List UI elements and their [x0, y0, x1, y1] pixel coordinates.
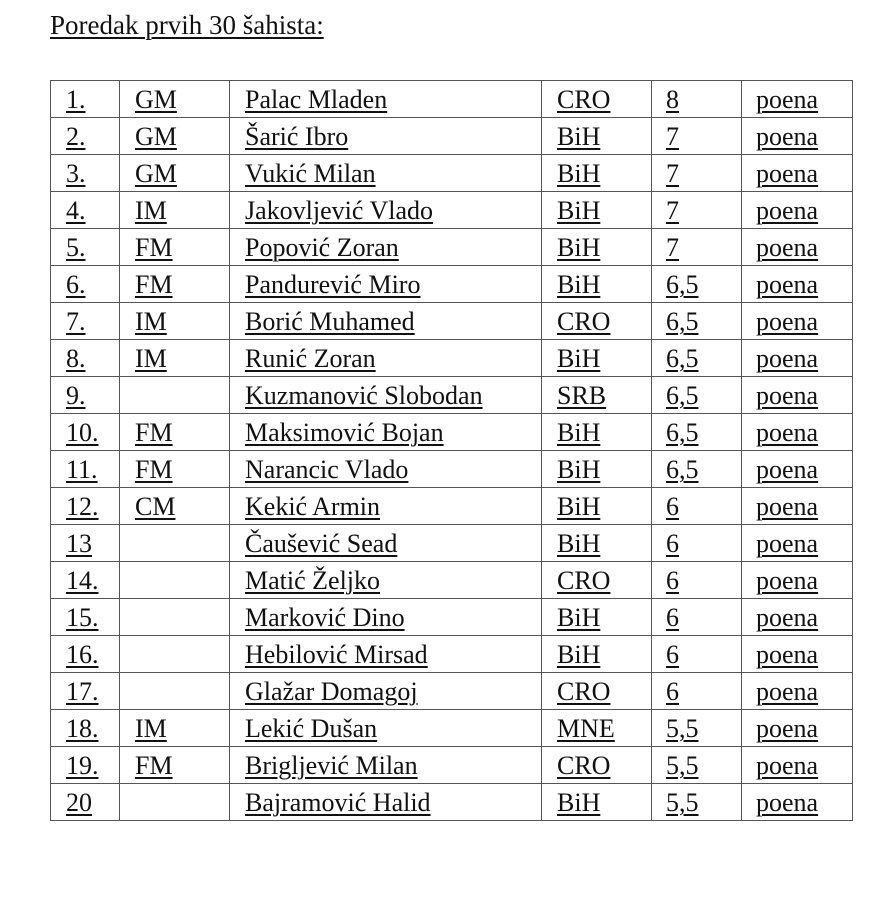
unit-cell: [742, 229, 853, 266]
unit-cell: [742, 525, 853, 562]
table-row: [51, 229, 853, 266]
table-row: [51, 266, 853, 303]
player-name-text: Popović Zoran: [245, 233, 399, 262]
player-name-text: Marković Dino: [245, 603, 405, 632]
unit-cell: [742, 266, 853, 303]
player-name-cell: [230, 673, 542, 710]
unit-cell: [742, 118, 853, 155]
score-text: 6: [666, 677, 679, 706]
chess-title-text: IM: [135, 307, 167, 336]
score-cell: [652, 784, 742, 821]
chess-title-cell: [120, 340, 230, 377]
unit-text: poena: [756, 751, 819, 780]
score-cell: [652, 451, 742, 488]
unit-cell: [742, 747, 853, 784]
unit-text: poena: [756, 455, 819, 484]
player-name-text: Matić Željko: [245, 566, 381, 595]
player-name-text: Maksimović Bojan: [245, 418, 444, 447]
player-name-cell: [230, 451, 542, 488]
player-name-cell: [230, 192, 542, 229]
score-text: 7: [666, 196, 679, 225]
player-name-text: Borić Muhamed: [245, 307, 415, 336]
rank-text: 14.: [66, 566, 99, 595]
federation-text: CRO: [557, 751, 611, 780]
rank-cell: [51, 525, 120, 562]
rank-cell: [51, 377, 120, 414]
score-cell: [652, 673, 742, 710]
rank-text: 15.: [66, 603, 99, 632]
chess-title-cell: [120, 747, 230, 784]
federation-cell: [542, 451, 652, 488]
player-name-text: Narancic Vlado: [245, 455, 409, 484]
rank-text: 17.: [66, 677, 99, 706]
chess-title-cell: [120, 118, 230, 155]
rank-text: 4.: [66, 196, 86, 225]
chess-title-cell: [120, 414, 230, 451]
chess-title-text: FM: [135, 233, 173, 262]
unit-text: poena: [756, 714, 819, 743]
unit-text: poena: [756, 788, 819, 817]
score-cell: [652, 340, 742, 377]
score-cell: [652, 414, 742, 451]
chess-title-text: FM: [135, 455, 173, 484]
player-name-text: Palac Mladen: [245, 85, 388, 114]
score-text: 5,5: [666, 788, 699, 817]
rank-cell: [51, 710, 120, 747]
score-text: 6: [666, 603, 679, 632]
chess-title-cell: [120, 562, 230, 599]
player-name-cell: [230, 155, 542, 192]
player-name-text: Lekić Dušan: [245, 714, 378, 743]
player-name-cell: [230, 340, 542, 377]
score-text: 8: [666, 85, 679, 114]
unit-cell: [742, 599, 853, 636]
unit-text: poena: [756, 233, 819, 262]
chess-title-text: FM: [135, 418, 173, 447]
rank-text: 6.: [66, 270, 86, 299]
player-name-text: Hebilović Mirsad: [245, 640, 428, 669]
unit-text: poena: [756, 159, 819, 188]
federation-text: CRO: [557, 85, 611, 114]
federation-cell: [542, 414, 652, 451]
rank-cell: [51, 303, 120, 340]
unit-text: poena: [756, 640, 819, 669]
player-name-cell: [230, 229, 542, 266]
federation-text: BiH: [557, 529, 601, 558]
federation-cell: [542, 229, 652, 266]
rank-text: 2.: [66, 122, 86, 151]
standings-body: [51, 81, 853, 821]
rank-text: 11.: [66, 455, 98, 484]
rank-cell: [51, 414, 120, 451]
federation-text: BiH: [557, 603, 601, 632]
player-name-cell: [230, 599, 542, 636]
unit-cell: [742, 155, 853, 192]
score-text: 7: [666, 122, 679, 151]
table-row: [51, 525, 853, 562]
federation-cell: [542, 747, 652, 784]
player-name-cell: [230, 784, 542, 821]
score-cell: [652, 377, 742, 414]
document-title: Poredak prvih 30 šahista:: [50, 10, 324, 40]
score-text: 6,5: [666, 381, 699, 410]
chess-title-cell: [120, 673, 230, 710]
rank-cell: [51, 81, 120, 118]
player-name-text: Šarić Ibro: [245, 122, 349, 151]
player-name-cell: [230, 414, 542, 451]
federation-text: CRO: [557, 566, 611, 595]
unit-text: poena: [756, 418, 819, 447]
score-text: 5,5: [666, 751, 699, 780]
rank-cell: [51, 340, 120, 377]
chess-title-cell: [120, 488, 230, 525]
federation-cell: [542, 525, 652, 562]
rank-cell: [51, 266, 120, 303]
standings-table: [50, 80, 853, 821]
player-name-cell: [230, 266, 542, 303]
chess-title-cell: [120, 525, 230, 562]
chess-title-text: CM: [135, 492, 176, 521]
federation-cell: [542, 155, 652, 192]
chess-title-text: GM: [135, 122, 177, 151]
federation-text: BiH: [557, 455, 601, 484]
score-text: 7: [666, 159, 679, 188]
unit-text: poena: [756, 270, 819, 299]
rank-text: 7.: [66, 307, 86, 336]
score-cell: [652, 266, 742, 303]
unit-text: poena: [756, 603, 819, 632]
score-text: 6,5: [666, 270, 699, 299]
federation-cell: [542, 488, 652, 525]
table-row: [51, 599, 853, 636]
rank-cell: [51, 562, 120, 599]
unit-cell: [742, 303, 853, 340]
federation-cell: [542, 340, 652, 377]
federation-text: CRO: [557, 307, 611, 336]
chess-title-cell: [120, 192, 230, 229]
rank-cell: [51, 636, 120, 673]
unit-cell: [742, 562, 853, 599]
score-text: 6,5: [666, 455, 699, 484]
rank-cell: [51, 488, 120, 525]
player-name-text: Vukić Milan: [245, 159, 376, 188]
table-row: [51, 784, 853, 821]
federation-cell: [542, 784, 652, 821]
unit-text: poena: [756, 529, 819, 558]
unit-text: poena: [756, 196, 819, 225]
federation-text: BiH: [557, 492, 601, 521]
chess-title-text: GM: [135, 85, 177, 114]
federation-cell: [542, 192, 652, 229]
unit-cell: [742, 192, 853, 229]
federation-cell: [542, 710, 652, 747]
unit-cell: [742, 414, 853, 451]
unit-cell: [742, 340, 853, 377]
unit-text: poena: [756, 566, 819, 595]
table-row: [51, 377, 853, 414]
chess-title-cell: [120, 377, 230, 414]
player-name-text: Kekić Armin: [245, 492, 381, 521]
chess-title-cell: [120, 229, 230, 266]
score-cell: [652, 636, 742, 673]
chess-title-cell: [120, 451, 230, 488]
player-name-cell: [230, 525, 542, 562]
score-cell: [652, 229, 742, 266]
rank-text: 8.: [66, 344, 86, 373]
federation-cell: [542, 266, 652, 303]
score-text: 6,5: [666, 418, 699, 447]
unit-cell: [742, 451, 853, 488]
chess-title-text: IM: [135, 196, 167, 225]
unit-cell: [742, 710, 853, 747]
rank-text: 20: [66, 788, 92, 817]
federation-text: BiH: [557, 640, 601, 669]
federation-text: BiH: [557, 788, 601, 817]
rank-text: 16.: [66, 640, 99, 669]
federation-cell: [542, 377, 652, 414]
player-name-cell: [230, 710, 542, 747]
player-name-text: Jakovljević Vlado: [245, 196, 433, 225]
score-text: 7: [666, 233, 679, 262]
federation-text: BiH: [557, 196, 601, 225]
rank-cell: [51, 229, 120, 266]
table-row: [51, 673, 853, 710]
score-cell: [652, 747, 742, 784]
rank-text: 13: [66, 529, 92, 558]
chess-title-text: IM: [135, 344, 167, 373]
player-name-cell: [230, 562, 542, 599]
rank-text: 12.: [66, 492, 99, 521]
federation-cell: [542, 673, 652, 710]
unit-text: poena: [756, 122, 819, 151]
federation-text: BiH: [557, 418, 601, 447]
unit-text: poena: [756, 677, 819, 706]
rank-text: 1.: [66, 85, 86, 114]
unit-text: poena: [756, 381, 819, 410]
rank-text: 3.: [66, 159, 86, 188]
rank-cell: [51, 192, 120, 229]
federation-cell: [542, 599, 652, 636]
federation-cell: [542, 118, 652, 155]
score-text: 6,5: [666, 344, 699, 373]
chess-title-cell: [120, 266, 230, 303]
rank-cell: [51, 747, 120, 784]
table-row: [51, 118, 853, 155]
federation-text: BiH: [557, 159, 601, 188]
rank-cell: [51, 155, 120, 192]
federation-text: BiH: [557, 122, 601, 151]
rank-text: 5.: [66, 233, 86, 262]
federation-text: MNE: [557, 714, 615, 743]
player-name-cell: [230, 377, 542, 414]
player-name-text: Kuzmanović Slobodan: [245, 381, 483, 410]
federation-cell: [542, 562, 652, 599]
rank-cell: [51, 118, 120, 155]
player-name-text: Runić Zoran: [245, 344, 376, 373]
federation-text: CRO: [557, 677, 611, 706]
table-row: [51, 488, 853, 525]
score-cell: [652, 488, 742, 525]
federation-text: BiH: [557, 270, 601, 299]
chess-title-text: FM: [135, 751, 173, 780]
chess-title-cell: [120, 599, 230, 636]
unit-text: poena: [756, 492, 819, 521]
federation-text: BiH: [557, 344, 601, 373]
unit-text: poena: [756, 307, 819, 336]
unit-cell: [742, 673, 853, 710]
rank-text: 9.: [66, 381, 86, 410]
player-name-cell: [230, 118, 542, 155]
rank-cell: [51, 451, 120, 488]
rank-cell: [51, 673, 120, 710]
table-row: [51, 451, 853, 488]
federation-cell: [542, 81, 652, 118]
table-row: [51, 562, 853, 599]
rank-cell: [51, 599, 120, 636]
score-text: 6: [666, 566, 679, 595]
table-row: [51, 636, 853, 673]
table-row: [51, 340, 853, 377]
chess-title-text: GM: [135, 159, 177, 188]
unit-cell: [742, 636, 853, 673]
chess-title-cell: [120, 81, 230, 118]
unit-cell: [742, 377, 853, 414]
player-name-cell: [230, 488, 542, 525]
chess-title-cell: [120, 710, 230, 747]
score-cell: [652, 562, 742, 599]
player-name-cell: [230, 81, 542, 118]
chess-title-cell: [120, 636, 230, 673]
table-row: [51, 81, 853, 118]
player-name-cell: [230, 636, 542, 673]
unit-cell: [742, 784, 853, 821]
rank-cell: [51, 784, 120, 821]
chess-title-cell: [120, 155, 230, 192]
player-name-cell: [230, 303, 542, 340]
score-text: 6: [666, 640, 679, 669]
score-text: 6: [666, 492, 679, 521]
score-text: 6,5: [666, 307, 699, 336]
chess-title-text: FM: [135, 270, 173, 299]
unit-text: poena: [756, 85, 819, 114]
federation-cell: [542, 636, 652, 673]
rank-text: 19.: [66, 751, 99, 780]
score-cell: [652, 599, 742, 636]
score-cell: [652, 525, 742, 562]
score-cell: [652, 710, 742, 747]
federation-text: BiH: [557, 233, 601, 262]
player-name-text: Glažar Domagoj: [245, 677, 418, 706]
chess-title-text: IM: [135, 714, 167, 743]
table-row: [51, 414, 853, 451]
player-name-text: Brigljević Milan: [245, 751, 418, 780]
score-cell: [652, 155, 742, 192]
table-row: [51, 747, 853, 784]
chess-title-cell: [120, 303, 230, 340]
rank-text: 18.: [66, 714, 99, 743]
score-text: 5,5: [666, 714, 699, 743]
score-cell: [652, 118, 742, 155]
score-cell: [652, 192, 742, 229]
player-name-cell: [230, 747, 542, 784]
score-text: 6: [666, 529, 679, 558]
unit-cell: [742, 488, 853, 525]
score-cell: [652, 303, 742, 340]
federation-text: SRB: [557, 381, 607, 410]
table-row: [51, 710, 853, 747]
player-name-text: Čaušević Sead: [245, 529, 398, 558]
unit-cell: [742, 81, 853, 118]
rank-text: 10.: [66, 418, 99, 447]
unit-text: poena: [756, 344, 819, 373]
score-cell: [652, 81, 742, 118]
chess-title-cell: [120, 784, 230, 821]
table-row: [51, 303, 853, 340]
table-row: [51, 192, 853, 229]
player-name-text: Pandurević Miro: [245, 270, 421, 299]
federation-cell: [542, 303, 652, 340]
player-name-text: Bajramović Halid: [245, 788, 431, 817]
table-row: [51, 155, 853, 192]
